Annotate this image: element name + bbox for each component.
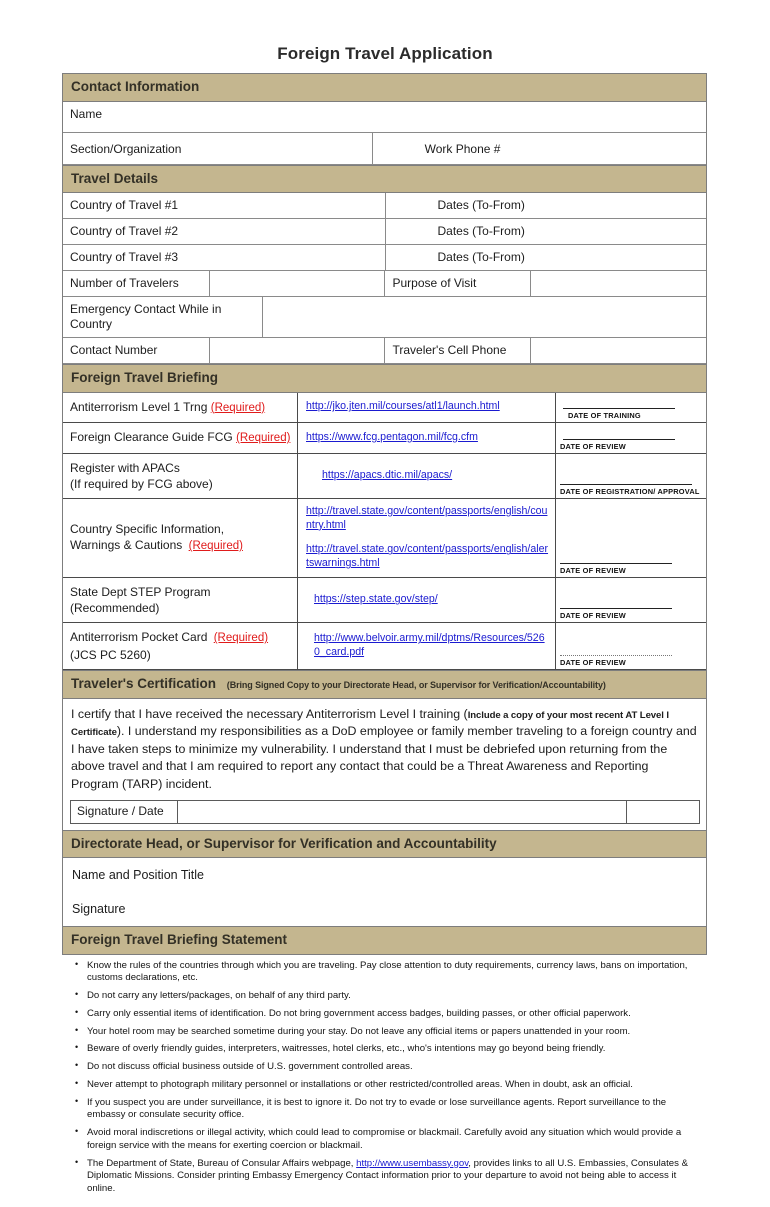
date-caption: DATE OF REVIEW [560,611,626,621]
date-write-line[interactable] [563,407,675,409]
travelers-cell-phone-input[interactable] [530,338,706,363]
directorate-fields [63,858,706,926]
country-of-travel-row-3 [63,245,706,271]
briefing-link[interactable]: http://www.belvoir.army.mil/dptms/Resources/5260_card.pdf [314,632,545,659]
purpose-of-visit-label: Purpose of Visit [384,271,530,296]
certification-text-emphasis: Include a copy of your most recent AT Level I Certificate [71,709,669,739]
briefing-link[interactable]: https://www.fcg.pentagon.mil/fcg.cfm [306,430,478,443]
section-header-directorate [63,830,706,859]
traveler-signature-area [63,798,706,830]
travelers-cell-phone-label: Traveler's Cell Phone [384,338,530,363]
list-item: • Carry only essential items of identification. Do not bring government access badges, building passes, or other official paperwork. [72,1008,695,1021]
section-header-briefing-statement [63,926,706,954]
briefing-label-cell [63,578,297,622]
briefing-label-cell [63,393,297,423]
briefing-date-cell[interactable] [555,393,706,423]
section-header-contact-information [63,74,706,102]
contact-section-row [63,133,706,165]
date-caption: DATE OF TRAINING [568,411,641,421]
travelers-certification-heading: Traveler's Certification [71,676,217,692]
signature-date-row [70,800,700,824]
briefing-link-cell [297,578,555,622]
travelers-purpose-row [63,271,706,297]
briefing-link[interactable]: http://travel.state.gov/content/passports/english/country.html [306,504,548,531]
number-of-travelers-input[interactable] [209,271,385,296]
bullet-text-post: , provides links to all U.S. Embassies, Consulates & Diplomatic Missions. Consider printing Embassy Emergency Contact information prior to your departure to avoid not being able to access it online. [87,1157,688,1195]
list-item: • Beware of overly friendly guides, interpreters, waitresses, hotel clerks, etc., who's intentions may go beyond being friendly. [72,1043,695,1056]
date-write-line[interactable] [560,562,672,564]
work-phone-field[interactable]: Work Phone # [372,133,706,164]
briefing-label-text: Antiterrorism Pocket Card [70,630,208,645]
date-write-line[interactable] [560,654,672,656]
briefing-row-antiterrorism-pocket-card [63,623,706,670]
required-tag: (Required) [236,432,291,445]
date-write-line[interactable] [563,438,675,440]
briefing-link-cell [297,423,555,453]
contact-number-input[interactable] [209,338,385,363]
briefing-label-cell [63,623,297,669]
briefing-date-cell[interactable] [555,578,706,622]
country-of-travel-row-2 [63,219,706,245]
briefing-label-text-line2: (If required by FCG above) [70,476,213,491]
briefing-bullets [72,960,695,1196]
signature-input[interactable] [178,801,627,823]
country-of-travel-row-1 [63,193,706,219]
travel-details-heading: Travel Details [71,170,159,186]
briefing-link-secondary[interactable]: http://travel.state.gov/content/passports/english/alertswarnings.html [306,543,549,570]
list-item: • Your hotel room may be searched sometime during your stay. Do not leave any official items or papers unattended in your room. [72,1026,695,1039]
usembassy-link[interactable]: http://www.usembassy.gov [356,1157,469,1169]
certification-text-part2: ). I understand my responsibilities as a DoD employee or family member traveling to a foreign country and I have taken steps to minimize my vulnerability. I understand that I must be debriefed upon returning from the above travel and that I am required to report any contact that could be a Threat Awareness and Reporting Program (TARP) incident. [71,724,697,792]
section-header-travelers-certification [63,670,706,699]
date-write-line[interactable] [560,607,672,609]
briefing-row-antiterrorism-level-1 [63,393,706,424]
briefing-label-text: Antiterrorism Level 1 Trng [70,399,208,414]
briefing-row-foreign-clearance-guide [63,423,706,454]
date-write-line[interactable] [560,483,692,485]
briefing-link[interactable]: http://jko.jten.mil/courses/atl1/launch.html [306,400,500,413]
travelers-certification-subheading: (Bring Signed Copy to your Directorate Head, or Supervisor for Verification/Accountability) [226,680,606,691]
dates-1-field[interactable]: Dates (To-From) [385,193,707,218]
briefing-date-cell[interactable] [555,454,706,498]
bullet-text-pre: The Department of State, Bureau of Consular Affairs webpage, [87,1157,357,1169]
number-of-travelers-label: Number of Travelers [70,276,179,291]
briefing-link-cell [297,623,555,669]
required-tag: (Required) [213,632,269,645]
briefing-link[interactable]: https://apacs.dtic.mil/apacs/ [322,468,453,481]
briefing-label-text: Foreign Clearance Guide FCG [70,430,233,445]
briefing-row-register-apacs [63,454,706,499]
briefing-statement-list [62,955,707,1207]
required-tag: (Required) [188,540,243,553]
purpose-of-visit-input[interactable] [530,271,706,296]
briefing-label-text: Register with APACs [70,460,180,475]
dates-2-field[interactable]: Dates (To-From) [385,219,707,244]
emergency-contact-row [63,297,706,338]
briefing-link[interactable]: https://step.state.gov/step/ [314,593,438,606]
briefing-link-cell [297,454,555,498]
contact-number-label: Contact Number [70,343,158,358]
certification-statement [63,699,706,798]
briefing-row-step-program [63,578,706,623]
foreign-travel-briefing-heading: Foreign Travel Briefing [71,370,219,386]
page-title: Foreign Travel Application [277,44,493,63]
contact-number-row [63,338,706,364]
date-caption: DATE OF REGISTRATION/ APPROVAL [560,486,700,496]
briefing-statement-heading: Foreign Travel Briefing Statement [71,932,288,948]
country-of-travel-2-field[interactable]: Country of Travel #2 [70,224,179,239]
emergency-contact-label: Emergency Contact While in Country [70,302,222,332]
list-item: • Do not carry any letters/packages, on behalf of any third party. [72,990,695,1003]
briefing-label-cell [63,454,297,498]
required-tag: (Required) [210,401,266,414]
section-header-travel-details [63,165,706,194]
directorate-heading: Directorate Head, or Supervisor for Verification and Accountability [71,835,497,851]
emergency-contact-input[interactable] [262,297,706,337]
briefing-date-cell[interactable] [555,499,706,577]
directorate-name-position-field[interactable]: Name and Position Title [72,868,205,883]
contact-information-heading: Contact Information [71,79,200,94]
briefing-date-cell[interactable] [555,623,706,669]
country-of-travel-1-field[interactable]: Country of Travel #1 [70,198,179,213]
briefing-label-cell [63,499,297,577]
briefing-label-text: Country Specific Information, [70,522,225,537]
briefing-label-text-line2: Warnings & Cautions [70,538,183,553]
briefing-link-cell [297,393,555,423]
briefing-row-country-specific-information [63,499,706,578]
application-form [62,73,707,955]
certification-text-part1: I certify that I have received the necessary Antiterrorism Level I training ( [71,706,468,721]
briefing-label-text: State Dept STEP Program (Recommended) [70,585,211,616]
signature-date-label: Signature / Date [71,801,178,823]
date-caption: DATE OF REVIEW [560,658,626,668]
briefing-date-cell[interactable] [555,423,706,453]
name-field[interactable]: Name [70,106,103,121]
date-caption: DATE OF REVIEW [560,566,626,576]
briefing-link-cell [297,499,555,577]
section-organization-field[interactable]: Section/Organization [70,141,182,156]
country-of-travel-3-field[interactable]: Country of Travel #3 [70,250,179,265]
list-item: • Know the rules of the countries through which you are traveling. Pay close attention to duty requirements, currency laws, bans on importation, customs declarations, etc. [72,960,695,986]
list-item: • Do not discuss official business outside of U.S. government controlled areas. [72,1061,695,1074]
dates-3-field[interactable]: Dates (To-From) [385,245,707,270]
contact-name-row [63,102,706,133]
list-item-with-link [72,1158,695,1196]
briefing-label-text-line2: (JCS PC 5260) [70,647,151,662]
directorate-signature-field[interactable]: Signature [72,902,126,917]
list-item: • Never attempt to photograph military personnel or installations or other restricted/controlled areas. When in doubt, ask an official. [72,1079,695,1092]
list-item: • If you suspect you are under surveillance, it is best to ignore it. Do not try to evade or lose surveillance agents. Report surveillance to the embassy or consulate security office. [72,1097,695,1123]
signature-date-input[interactable] [627,801,699,823]
list-item: • Avoid moral indiscretions or illegal activity, which could lead to compromise or blackmail. Carefully avoid any situation which would provide a foreign service with the means for exerting coercion or blackmail. [72,1127,695,1153]
section-header-foreign-travel-briefing [63,364,706,393]
briefing-label-cell [63,423,297,453]
date-caption: DATE OF REVIEW [560,441,626,451]
